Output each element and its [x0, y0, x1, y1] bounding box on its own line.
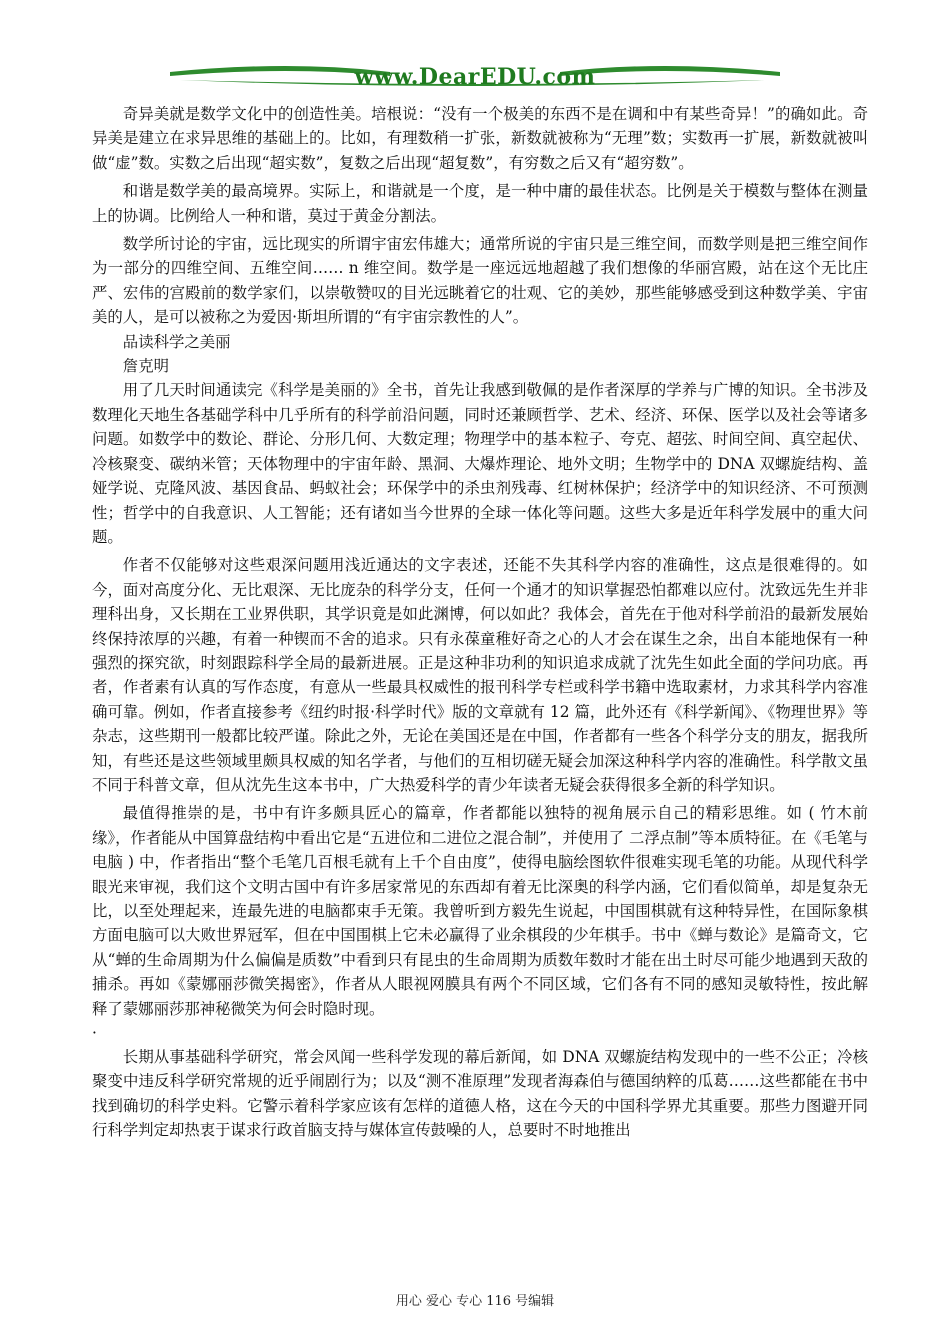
- paragraph: 用了几天时间通读完《科学是美丽的》全书，首先让我感到敬佩的是作者深厚的学养与广博的知识。全书涉及数理化天地生各基础学科中几乎所有的科学前沿问题，同时还兼顾哲学、艺术、经济、环保、医学以及社会等诸多问题。如数学中的数论、群论、分形几何、大数定理；物理学中的基本粒子、夸克、超弦、时间空间、真空起伏、冷核聚变、碳纳米管；天体物理中的宇宙年龄、黑洞、大爆炸理论、地外文明；生物学中的 DNA 双螺旋结构、盖娅学说、克隆风波、基因食品、蚂蚁社会；环保学中的杀虫剂残毒、红树林保护；经济学中的知识经济、不可预测性；哲学中的自我意识、人工智能；还有诸如当今世界的全球一体化等问题。这些大多是近年科学发展中的重大问题。: [92, 381, 868, 546]
- paragraph: 数学所讨论的宇宙，远比现实的所谓宇宙宏伟雄大；通常所说的宇宙只是三维空间，而数学则是把三维空间作为一部分的四维空间、五维空间…… n 维空间。数学是一座远远地超越了我们想像的华丽宫殿，站在这个无比庄严、宏伟的宫殿前的数学家们，以崇敬赞叹的目光远眺着它的壮观、它的美妙，那些能够感受到这种数学美、宇宙美的人，是可以被称之为爱因·斯坦所谓的“有宇宙宗教性的人”。: [92, 235, 868, 327]
- paragraph: 奇异美就是数学文化中的创造性美。培根说：“没有一个极美的东西不是在调和中有某些奇异！”的确如此。奇异美是建立在求异思维的基础上的。比如，有理数稍一扩张，新数就被称为“无理”数；实数再一扩展，新数就被叫做“虚”数。实数之后出现“超实数”，复数之后出现“超复数”，有穷数之后又有“超穷数”。: [92, 105, 868, 172]
- paragraph: 长期从事基础科学研究，常会风闻一些科学发现的幕后新闻，如 DNA 双螺旋结构发现中的一些不公正；冷核聚变中违反科学研究常规的近乎闹剧行为；以及“测不准原理”发现者海森伯与德国纳粹的瓜葛……这些都能在书中找到确切的科学史料。它警示着科学家应该有怎样的道德人格，这在今天的中国科学界尤其重要。那些力图避开同行科学判定却热衷于谋求行政首脑支持与媒体宣传鼓噪的人，总要时不时地推出: [92, 1048, 868, 1140]
- document-body: [92, 102, 868, 1143]
- page-footer: 用心 爱心 专心 116 号编辑: [395, 1294, 555, 1309]
- paragraph: 最值得推崇的是，书中有许多颇具匠心的篇章，作者都能以独特的视角展示自己的精彩思维。如 ( 竹木前缘》，作者能从中国算盘结构中看出它是“五进位和二进位之混合制”，并使用了 二浮点制”等本质特征。在《毛笔与电脑 ) 中，作者指出“整个毛笔几百根毛就有上千个自由度”，使得电脑绘图软件很难实现毛笔的功能。从现代科学眼光来审视，我们这个文明古国中有许多居家常见的东西却有着无比深奥的科学内涵，它们看似简单，却是复杂无比，以至处理起来，连最先进的电脑都束手无策。我曾听到方毅先生说起，中国围棋就有这种特异性，在国际象棋方面电脑可以大败世界冠军，但在中国围棋上它未必赢得了业余棋段的少年棋手。书中《蝉与数论》是篇奇文，它从“蝉的生命周期为什么偏偏是质数”中看到只有昆虫的生命周期为质数年数时才能在出土时尽可能少地遇到天敌的捕杀。再如《蒙娜丽莎微笑揭密》，作者从人眼视网膜具有两个不同区域，它们各有不同的感知灵敏特性，按此解释了蒙娜丽莎那神秘微笑为何会时隐时现。: [92, 804, 868, 1018]
- bullet-dot: ·: [92, 1024, 97, 1043]
- header-banner: [170, 58, 780, 94]
- article-title: 品读科学之美丽: [122, 332, 231, 351]
- paragraph: 和谐是数学美的最高境界。实际上，和谐就是一个度，是一种中庸的最佳状态。比例是关于模数与整体在测量上的协调。比例给人一种和谐，莫过于黄金分割法。: [92, 182, 868, 225]
- site-logo-text: www.DearEDU.com: [354, 64, 596, 90]
- article-author: 詹克明: [122, 357, 169, 376]
- paragraph: 作者不仅能够对这些艰深问题用浅近通达的文字表述，还能不失其科学内容的准确性，这点是很难得的。如今，面对高度分化、无比艰深、无比庞杂的科学分支，任何一个通才的知识掌握恐怕都难以应付。沈致远先生并非理科出身，又长期在工业界供职，其学识竟是如此渊博，何以如此？我体会，首先在于他对科学前沿的最新发展始终保持浓厚的兴趣，有着一种锲而不舍的追求。只有永葆童稚好奇之心的人才会在谋生之余，出自本能地保有一种强烈的探究欲，时刻跟踪科学全局的最新进展。正是这种非功利的知识追求成就了沈先生如此全面的学问功底。再者，作者素有认真的写作态度，有意从一些最具权威性的报刊科学专栏或科学书籍中选取素材，力求其科学内容准确可靠。例如，作者直接参考《纽约时报·科学时代》版的文章就有 12 篇，此外还有《科学新闻》、《物理世界》等杂志，这些期刊一般都比较严谨。除此之外，无论在美国还是在中国，作者都有一些各个科学分支的朋友，据我所知，有些还是这些领域里颇具权威的知名学者，与他们的互相切磋无疑会加深这种科学内容的准确性。科学散文虽不同于科普文章，但从沈先生这本书中，广大热爱科学的青少年读者无疑会获得很多全新的科学知识。: [92, 556, 868, 794]
